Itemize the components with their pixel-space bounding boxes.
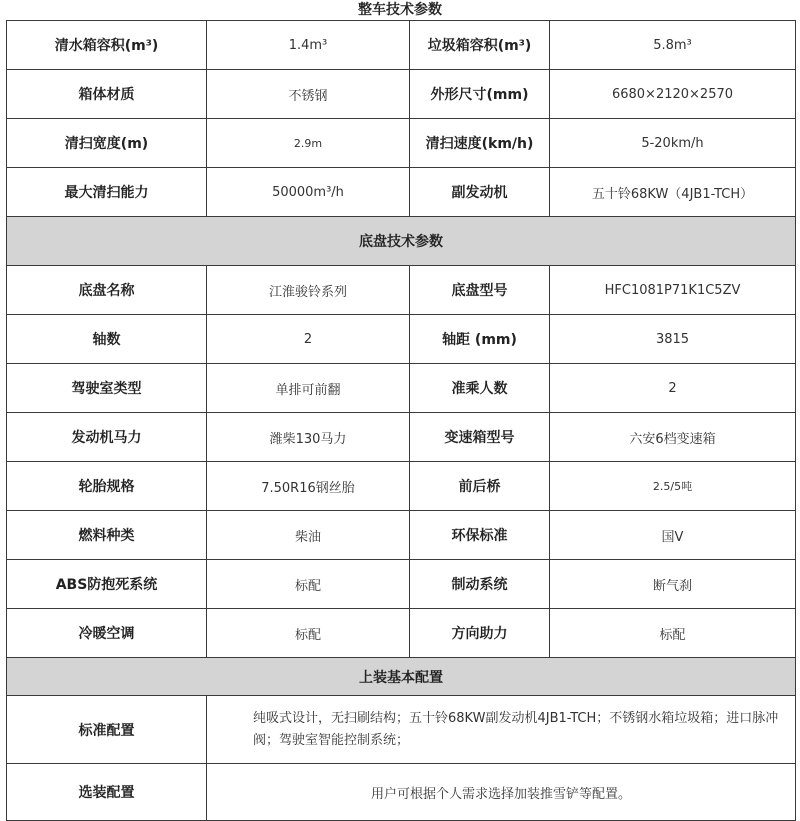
- spec-value: 标配: [207, 609, 410, 658]
- spec-label: 环保标准: [410, 511, 550, 560]
- spec-label: 清扫宽度(m): [7, 119, 207, 168]
- spec-value: 2: [550, 364, 796, 413]
- spec-label: 方向助力: [410, 609, 550, 658]
- spec-label: 前后桥: [410, 462, 550, 511]
- table-row: [7, 21, 796, 70]
- spec-value: 2: [207, 315, 410, 364]
- spec-label: 轴距 (mm): [410, 315, 550, 364]
- table-row: [7, 511, 796, 560]
- table-row: [7, 119, 796, 168]
- section-header: [7, 217, 796, 266]
- standard-config-value: 纯吸式设计，无扫刷结构；五十铃68KW副发动机4JB1-TCH；不锈钢水箱垃圾箱；进口脉冲阀；驾驶室智能控制系统；: [207, 696, 796, 764]
- chassis-section-title: 底盘技术参数: [7, 217, 796, 266]
- table-row: [7, 315, 796, 364]
- spec-label: 制动系统: [410, 560, 550, 609]
- spec-label: 轮胎规格: [7, 462, 207, 511]
- table-row: [7, 168, 796, 217]
- spec-value: 3815: [550, 315, 796, 364]
- table-row: [7, 364, 796, 413]
- spec-table: [6, 20, 796, 821]
- spec-value: 单排可前翻: [207, 364, 410, 413]
- spec-value: HFC1081P71K1C5ZV: [550, 266, 796, 315]
- spec-label: 副发动机: [410, 168, 550, 217]
- spec-label: 准乘人数: [410, 364, 550, 413]
- optional-config-value: 用户可根据个人需求选择加装推雪铲等配置。: [207, 764, 796, 821]
- spec-value: 江淮骏铃系列: [207, 266, 410, 315]
- spec-value: 断气刹: [550, 560, 796, 609]
- table-row: [7, 70, 796, 119]
- spec-value: 国V: [550, 511, 796, 560]
- standard-config-label: 标准配置: [7, 696, 207, 764]
- page-title: 整车技术参数: [358, 2, 442, 18]
- spec-value: 50000m³/h: [207, 168, 410, 217]
- spec-label: 清水箱容积(m³): [7, 21, 207, 70]
- section-header: [7, 658, 796, 696]
- spec-value: 五十铃68KW（4JB1-TCH）: [550, 168, 796, 217]
- spec-value: 标配: [550, 609, 796, 658]
- spec-label: 驾驶室类型: [7, 364, 207, 413]
- table-row: [7, 462, 796, 511]
- table-row: [7, 696, 796, 764]
- spec-label: 清扫速度(km/h): [410, 119, 550, 168]
- spec-value: 5.8m³: [550, 21, 796, 70]
- spec-label: 燃料种类: [7, 511, 207, 560]
- spec-value: 5-20km/h: [550, 119, 796, 168]
- spec-value: 7.50R16钢丝胎: [207, 462, 410, 511]
- spec-value: 2.9m: [207, 119, 410, 168]
- spec-value: 6680×2120×2570: [550, 70, 796, 119]
- spec-label: 变速箱型号: [410, 413, 550, 462]
- spec-label: 底盘名称: [7, 266, 207, 315]
- spec-label: 垃圾箱容积(m³): [410, 21, 550, 70]
- spec-label: 底盘型号: [410, 266, 550, 315]
- table-row: [7, 266, 796, 315]
- spec-value: 柴油: [207, 511, 410, 560]
- spec-value: 1.4m³: [207, 21, 410, 70]
- table-row: [7, 560, 796, 609]
- spec-label: ABS防抱死系统: [7, 560, 207, 609]
- optional-config-label: 选装配置: [7, 764, 207, 821]
- spec-label: 箱体材质: [7, 70, 207, 119]
- spec-value: 潍柴130马力: [207, 413, 410, 462]
- spec-value: 标配: [207, 560, 410, 609]
- table-row: [7, 609, 796, 658]
- table-row: [7, 764, 796, 821]
- spec-label: 冷暖空调: [7, 609, 207, 658]
- spec-value: 2.5/5吨: [550, 462, 796, 511]
- table-row: [7, 413, 796, 462]
- spec-label: 发动机马力: [7, 413, 207, 462]
- spec-label: 外形尺寸(mm): [410, 70, 550, 119]
- config-section-title: 上装基本配置: [7, 658, 796, 696]
- spec-value: 六安6档变速箱: [550, 413, 796, 462]
- spec-label: 最大清扫能力: [7, 168, 207, 217]
- spec-value: 不锈钢: [207, 70, 410, 119]
- spec-label: 轴数: [7, 315, 207, 364]
